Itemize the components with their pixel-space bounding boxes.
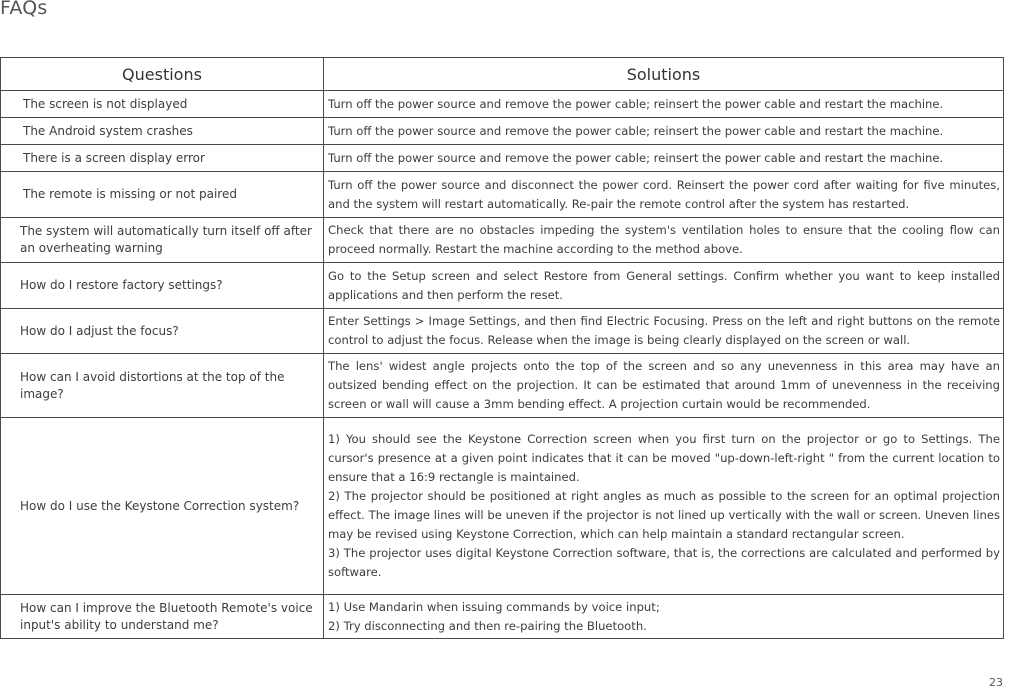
table-header-row (1, 58, 1004, 91)
solution-text: Check that there are no obstacles impeding the system's ventilation holes to ensure that the cooling flow can proceed normally. Restart the machine according to the method above. (328, 223, 1000, 256)
faq-table (0, 57, 1004, 639)
table-row (1, 354, 1004, 418)
question-cell: The Android system crashes (1, 118, 324, 145)
solutions-column-header: Solutions (324, 58, 1004, 91)
solution-cell (324, 145, 1004, 172)
solution-cell (324, 218, 1004, 263)
table-row (1, 118, 1004, 145)
question-cell: The screen is not displayed (1, 91, 324, 118)
solution-text: Turn off the power source and disconnect the power cord. Reinsert the power cord after waiting for five minutes, and the system will restart automatically. Re-pair the remote control after the system has restarted. (328, 177, 1000, 211)
solution-cell (324, 354, 1004, 418)
solution-text: The lens' widest angle projects onto the top of the screen and so any unevenness in this area may have an outsized bending effect on the projection. It can be estimated that around 1mm of unevenness in the receiving screen or wall will cause a 3mm bending effect. A projection curtain would be recommended. (328, 359, 1000, 411)
solution-step-1: 1) You should see the Keystone Correction screen when you first turn on the projector or go to Settings. The cursor's presence at a given point indicates that it can be moved "up-down-left-right " from the current location to ensure that a 16:9 rectangle is maintained. (328, 432, 1000, 484)
solution-cell (324, 118, 1004, 145)
question-cell: There is a screen display error (1, 145, 324, 172)
table-row (1, 418, 1004, 595)
table-row (1, 91, 1004, 118)
solution-text: Turn off the power source and remove the power cable; reinsert the power cable and restart the machine. (328, 123, 944, 138)
solution-cell (324, 595, 1004, 639)
solution-text: Go to the Setup screen and select Restore from General settings. Confirm whether you want to keep installed applications and then perform the reset. (328, 268, 1000, 302)
solution-cell (324, 418, 1004, 595)
question-cell: How do I use the Keystone Correction system? (1, 418, 324, 595)
solution-cell (324, 309, 1004, 354)
solution-step-2: 2) The projector should be positioned at right angles as much as possible to the screen for an optimal projection effect. The image lines will be uneven if the projector is not lined up vertically with the wall or screen. Uneven lines may be revised using Keystone Correction, which can help maintain a standard rectangular screen. (328, 489, 1000, 541)
question-cell: How do I restore factory settings? (1, 263, 324, 309)
solution-cell (324, 91, 1004, 118)
table-row (1, 309, 1004, 354)
solution-text: Turn off the power source and remove the power cable; reinsert the power cable and restart the machine. (328, 96, 944, 111)
table-row (1, 595, 1004, 639)
page-number: 23 (989, 676, 1003, 689)
question-cell: How can I improve the Bluetooth Remote's voice input's ability to understand me? (1, 595, 324, 639)
solution-text: Enter Settings > Image Settings, and then find Electric Focusing. Press on the left and right buttons on the remote control to adjust the focus. Release when the image is being clearly displayed on the screen or wall. (328, 314, 1000, 347)
page-title: FAQs (0, 0, 48, 19)
question-cell: How can I avoid distortions at the top of the image? (1, 354, 324, 418)
solution-step-2: 2) Try disconnecting and then re-pairing the Bluetooth. (328, 618, 647, 633)
question-cell: The remote is missing or not paired (1, 172, 324, 218)
solution-step-3: 3) The projector uses digital Keystone Correction software, that is, the corrections are calculated and performed by software. (328, 546, 1000, 579)
questions-column-header: Questions (1, 58, 324, 91)
solution-step-1: 1) Use Mandarin when issuing commands by voice input; (328, 599, 660, 614)
table-row (1, 145, 1004, 172)
question-cell: The system will automatically turn itself off after an overheating warning (1, 218, 324, 263)
table-row (1, 218, 1004, 263)
table-row (1, 263, 1004, 309)
solution-cell (324, 172, 1004, 218)
solution-cell (324, 263, 1004, 309)
question-cell: How do I adjust the focus? (1, 309, 324, 354)
table-row (1, 172, 1004, 218)
solution-text: Turn off the power source and remove the power cable; reinsert the power cable and restart the machine. (328, 150, 944, 165)
